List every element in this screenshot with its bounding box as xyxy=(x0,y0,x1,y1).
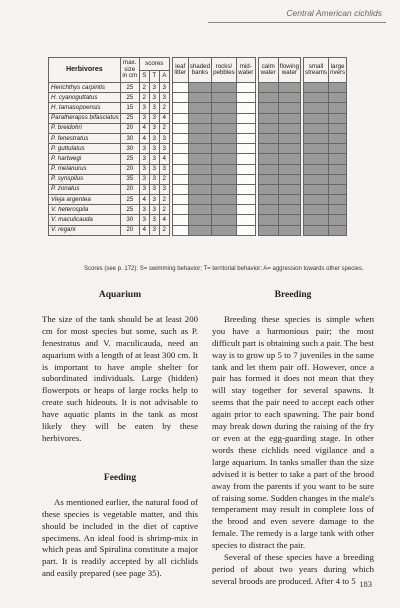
habitat-large-rivers xyxy=(329,225,347,235)
score-t: 3 xyxy=(149,215,159,225)
left-column xyxy=(42,290,198,580)
habitat-shaded-banks xyxy=(188,184,211,194)
habitat-shaded-banks xyxy=(188,144,211,154)
habitat-small-streams xyxy=(304,195,329,205)
habitat-small-streams xyxy=(304,205,329,215)
species-name: P. hartwegi xyxy=(49,154,121,164)
habitat-leaf-litter xyxy=(172,174,188,184)
habitat-mid-water xyxy=(236,195,255,205)
habitat-rocks-pebbles xyxy=(212,164,237,174)
score-a: 2 xyxy=(159,205,169,215)
habitat-rocks-pebbles xyxy=(212,113,237,123)
table-row xyxy=(49,103,347,113)
species-name: P. breidohri xyxy=(49,123,121,133)
habitat-large-rivers xyxy=(329,83,347,93)
habitat-rocks-pebbles xyxy=(212,103,237,113)
habitat-rocks-pebbles xyxy=(212,123,237,133)
habitat-rocks-pebbles xyxy=(212,195,237,205)
max-size: 20 xyxy=(120,164,139,174)
habitat-large-rivers xyxy=(329,174,347,184)
habitat-mid-water xyxy=(236,83,255,93)
max-size: 35 xyxy=(120,174,139,184)
habitat-small-streams xyxy=(304,123,329,133)
habitat-small-streams xyxy=(304,154,329,164)
score-a: 3 xyxy=(159,164,169,174)
habitat-mid-water xyxy=(236,215,255,225)
habitat-flowing-water xyxy=(278,225,300,235)
habitat-mid-water xyxy=(236,184,255,194)
score-s: 4 xyxy=(139,195,149,205)
habitat-leaf-litter xyxy=(172,164,188,174)
score-s: 4 xyxy=(139,225,149,235)
score-t: 3 xyxy=(149,123,159,133)
habitat-small-streams xyxy=(304,174,329,184)
habitat-flowing-water xyxy=(278,123,300,133)
score-t: 3 xyxy=(149,83,159,93)
habitat-calm-water xyxy=(258,195,278,205)
habitat-mid-water xyxy=(236,103,255,113)
right-column xyxy=(212,290,374,588)
habitat-calm-water xyxy=(258,144,278,154)
habitat-small-streams xyxy=(304,133,329,143)
table-row xyxy=(49,184,347,194)
max-size: 20 xyxy=(120,225,139,235)
habitat-large-rivers xyxy=(329,215,347,225)
table-row xyxy=(49,154,347,164)
score-a: 3 xyxy=(159,144,169,154)
score-a: 2 xyxy=(159,225,169,235)
species-name: Vieja argentea xyxy=(49,195,121,205)
score-t: 3 xyxy=(149,103,159,113)
score-s: 3 xyxy=(139,113,149,123)
score-t: 3 xyxy=(149,174,159,184)
habitat-large-rivers xyxy=(329,113,347,123)
table-row xyxy=(49,113,347,123)
habitat-leaf-litter xyxy=(172,205,188,215)
habitat-leaf-litter xyxy=(172,123,188,133)
habitat-large-rivers xyxy=(329,184,347,194)
score-a: 3 xyxy=(159,93,169,103)
breeding-paragraph-2: Several of these species have a breeding period of about two years during which several broods are produced. After 4 to 5 xyxy=(212,552,374,586)
score-s: 3 xyxy=(139,205,149,215)
species-name: V. maculicauda xyxy=(49,215,121,225)
species-name: V. regani xyxy=(49,225,121,235)
habitat-leaf-litter xyxy=(172,133,188,143)
score-a: 2 xyxy=(159,195,169,205)
habitat-shaded-banks xyxy=(188,215,211,225)
habitat-rocks-pebbles xyxy=(212,83,237,93)
score-s: 4 xyxy=(139,133,149,143)
habitat-calm-water xyxy=(258,113,278,123)
habitat-calm-water xyxy=(258,83,278,93)
habitat-calm-water xyxy=(258,123,278,133)
score-a: 3 xyxy=(159,184,169,194)
habitat-leaf-litter xyxy=(172,195,188,205)
habitat-shaded-banks xyxy=(188,225,211,235)
table-row xyxy=(49,93,347,103)
habitat-large-rivers xyxy=(329,195,347,205)
col-header-large-rivers: large rivers xyxy=(329,58,347,83)
habitat-leaf-litter xyxy=(172,215,188,225)
habitat-flowing-water xyxy=(278,205,300,215)
col-header-small-streams: small streams xyxy=(304,58,329,83)
running-head: Central American cichlids xyxy=(286,8,382,18)
habitat-mid-water xyxy=(236,113,255,123)
page-number: 183 xyxy=(359,579,372,589)
habitat-shaded-banks xyxy=(188,195,211,205)
col-header-rocks-pebbles: rocks/ pebbles xyxy=(212,58,237,83)
habitat-flowing-water xyxy=(278,215,300,225)
score-t: 3 xyxy=(149,133,159,143)
breeding-heading: Breeding xyxy=(274,290,312,300)
habitat-calm-water xyxy=(258,174,278,184)
score-t: 3 xyxy=(149,195,159,205)
habitat-rocks-pebbles xyxy=(212,133,237,143)
score-s: 3 xyxy=(139,154,149,164)
habitat-leaf-litter xyxy=(172,184,188,194)
habitat-leaf-litter xyxy=(172,113,188,123)
habitat-rocks-pebbles xyxy=(212,144,237,154)
max-size: 25 xyxy=(120,154,139,164)
col-header-s: S xyxy=(139,70,149,83)
habitat-large-rivers xyxy=(329,205,347,215)
max-size: 25 xyxy=(120,195,139,205)
habitat-small-streams xyxy=(304,164,329,174)
table-row xyxy=(49,174,347,184)
habitat-leaf-litter xyxy=(172,225,188,235)
habitat-flowing-water xyxy=(278,154,300,164)
habitat-mid-water xyxy=(236,144,255,154)
score-a: 4 xyxy=(159,154,169,164)
score-t: 3 xyxy=(149,144,159,154)
max-size: 30 xyxy=(120,144,139,154)
habitat-large-rivers xyxy=(329,93,347,103)
habitat-small-streams xyxy=(304,184,329,194)
habitat-leaf-litter xyxy=(172,103,188,113)
habitat-mid-water xyxy=(236,133,255,143)
table-row xyxy=(49,123,347,133)
habitat-rocks-pebbles xyxy=(212,205,237,215)
table-row xyxy=(49,133,347,143)
habitat-rocks-pebbles xyxy=(212,154,237,164)
score-s: 3 xyxy=(139,184,149,194)
habitat-shaded-banks xyxy=(188,83,211,93)
habitat-calm-water xyxy=(258,215,278,225)
score-a: 4 xyxy=(159,215,169,225)
habitat-flowing-water xyxy=(278,195,300,205)
habitat-leaf-litter xyxy=(172,154,188,164)
habitat-shaded-banks xyxy=(188,103,211,113)
scores-note: Scores (see p. 172): S= swimming behavior; T= territorial behavior; A= aggression towards other species. xyxy=(84,266,364,272)
habitat-shaded-banks xyxy=(188,174,211,184)
habitat-mid-water xyxy=(236,154,255,164)
habitat-small-streams xyxy=(304,83,329,93)
habitat-large-rivers xyxy=(329,144,347,154)
habitat-shaded-banks xyxy=(188,123,211,133)
score-t: 3 xyxy=(149,205,159,215)
habitat-rocks-pebbles xyxy=(212,225,237,235)
herbivores-table-body xyxy=(49,83,347,236)
max-size: 25 xyxy=(120,205,139,215)
habitat-flowing-water xyxy=(278,93,300,103)
habitat-small-streams xyxy=(304,103,329,113)
score-s: 3 xyxy=(139,174,149,184)
score-s: 2 xyxy=(139,93,149,103)
habitat-mid-water xyxy=(236,123,255,133)
habitat-shaded-banks xyxy=(188,93,211,103)
feeding-paragraph: As mentioned earlier, the natural food of these species is vegetable matter, and this should be included in the diet of captive specimens. An ideal food is shrimp-mix in which peas and Spirulina constitute a major part. It is readily accepted by all cichlids and easily prepared (see page 35). xyxy=(42,496,198,579)
score-s: 3 xyxy=(139,164,149,174)
habitat-shaded-banks xyxy=(188,205,211,215)
max-size: 20 xyxy=(120,184,139,194)
table-row xyxy=(49,144,347,154)
score-t: 3 xyxy=(149,184,159,194)
habitat-mid-water xyxy=(236,205,255,215)
col-header-mid-water: mid-water xyxy=(236,58,255,83)
habitat-rocks-pebbles xyxy=(212,184,237,194)
col-header-t: T xyxy=(149,70,159,83)
max-size: 20 xyxy=(120,123,139,133)
habitat-small-streams xyxy=(304,215,329,225)
score-a: 3 xyxy=(159,133,169,143)
max-size: 25 xyxy=(120,93,139,103)
species-name: Herichthys carpintis xyxy=(49,83,121,93)
species-name: P. synspilus xyxy=(49,174,121,184)
species-name: V. heterospila xyxy=(49,205,121,215)
col-header-leaf-litter: leaf litter xyxy=(172,58,188,83)
species-name: H. tamasopoensis xyxy=(49,103,121,113)
breeding-paragraph-1: Breeding these species is simple when you have a harmonious pair; the most difficult part is obtaining such a pair. The best way is to grow up 5 to 7 juveniles in the same tank and let them pair off. However, once a pair has formed it does not mean that they will stay together for several spawns. It seems that the pair need to accept each other again prior to each spawning. The pair bond may break down during the raising of the fry or even at the egg-guarding stage. In other words these cichlids need vigilance and a large aquarium. In tanks smaller than the size advised it is better to take a part of the brood away from the parents if you want to be sure of raising some. Sudden changes in the male's temperament may result in complete loss of the brood and even severe damage to the female. The remedy is a large tank with other species to distract the pair. xyxy=(212,313,374,551)
score-a: 3 xyxy=(159,83,169,93)
habitat-calm-water xyxy=(258,205,278,215)
max-size: 15 xyxy=(120,103,139,113)
species-name: Paratherapss bifasciatus xyxy=(49,113,121,123)
col-header-flowing-water: flowing water xyxy=(278,58,300,83)
habitat-flowing-water xyxy=(278,103,300,113)
max-size: 30 xyxy=(120,215,139,225)
habitat-flowing-water xyxy=(278,184,300,194)
aquarium-paragraph: The size of the tank should be at least 200 cm for most species but some, such as P. fenestratus and V. maculicauda, need an aquarium with a length of at least 300 cm. It is important to have ample shelter for subordinated individuals. Large (hidden) flowerpots or heaps of large rocks help to create such hideouts. It is not advisable to have aquatic plants in the tank as most likely they will be eaten by these herbivores. xyxy=(42,313,198,443)
table-row xyxy=(49,205,347,215)
habitat-leaf-litter xyxy=(172,144,188,154)
score-t: 3 xyxy=(149,93,159,103)
score-s: 3 xyxy=(139,103,149,113)
herbivores-table xyxy=(48,57,347,236)
habitat-flowing-water xyxy=(278,174,300,184)
habitat-calm-water xyxy=(258,184,278,194)
max-size: 30 xyxy=(120,133,139,143)
score-a: 4 xyxy=(159,113,169,123)
habitat-shaded-banks xyxy=(188,133,211,143)
score-t: 3 xyxy=(149,164,159,174)
score-t: 3 xyxy=(149,154,159,164)
col-header-calm-water: calm water xyxy=(258,58,278,83)
habitat-large-rivers xyxy=(329,103,347,113)
max-size: 25 xyxy=(120,83,139,93)
table-row xyxy=(49,83,347,93)
habitat-rocks-pebbles xyxy=(212,93,237,103)
score-a: 2 xyxy=(159,123,169,133)
habitat-large-rivers xyxy=(329,133,347,143)
habitat-flowing-water xyxy=(278,113,300,123)
score-s: 2 xyxy=(139,83,149,93)
habitat-shaded-banks xyxy=(188,164,211,174)
score-t: 3 xyxy=(149,225,159,235)
habitat-calm-water xyxy=(258,225,278,235)
habitat-calm-water xyxy=(258,93,278,103)
habitat-flowing-water xyxy=(278,164,300,174)
table-row xyxy=(49,215,347,225)
habitat-flowing-water xyxy=(278,144,300,154)
habitat-calm-water xyxy=(258,154,278,164)
habitat-leaf-litter xyxy=(172,93,188,103)
habitat-small-streams xyxy=(304,144,329,154)
col-header-max-size: max. size in cm xyxy=(120,58,139,83)
col-header-shaded-banks: shaded banks xyxy=(188,58,211,83)
habitat-flowing-water xyxy=(278,133,300,143)
habitat-leaf-litter xyxy=(172,83,188,93)
habitat-calm-water xyxy=(258,103,278,113)
col-header-herbivores: Herbivores xyxy=(49,58,121,83)
habitat-mid-water xyxy=(236,164,255,174)
habitat-shaded-banks xyxy=(188,113,211,123)
species-name: P. zonatus xyxy=(49,184,121,194)
habitat-rocks-pebbles xyxy=(212,215,237,225)
score-t: 3 xyxy=(149,113,159,123)
table-row xyxy=(49,195,347,205)
habitat-large-rivers xyxy=(329,164,347,174)
habitat-shaded-banks xyxy=(188,154,211,164)
score-s: 4 xyxy=(139,123,149,133)
habitat-large-rivers xyxy=(329,123,347,133)
col-header-scores: scores xyxy=(139,58,169,71)
habitat-small-streams xyxy=(304,93,329,103)
habitat-calm-water xyxy=(258,133,278,143)
habitat-large-rivers xyxy=(329,154,347,164)
habitat-rocks-pebbles xyxy=(212,174,237,184)
top-rule xyxy=(208,22,386,23)
habitat-flowing-water xyxy=(278,83,300,93)
habitat-small-streams xyxy=(304,225,329,235)
species-name: P. fenestratus xyxy=(49,133,121,143)
aquarium-heading: Aquarium xyxy=(98,290,142,300)
score-a: 2 xyxy=(159,174,169,184)
species-name: P. melanurus xyxy=(49,164,121,174)
species-name: H. cyanoguttatus xyxy=(49,93,121,103)
habitat-mid-water xyxy=(236,174,255,184)
max-size: 25 xyxy=(120,113,139,123)
score-s: 3 xyxy=(139,215,149,225)
table-row xyxy=(49,164,347,174)
habitat-small-streams xyxy=(304,113,329,123)
table-row xyxy=(49,225,347,235)
score-s: 3 xyxy=(139,144,149,154)
feeding-heading: Feeding xyxy=(103,472,137,483)
col-header-a: A xyxy=(159,70,169,83)
score-a: 2 xyxy=(159,103,169,113)
habitat-calm-water xyxy=(258,164,278,174)
habitat-mid-water xyxy=(236,93,255,103)
species-name: P. guttulatus xyxy=(49,144,121,154)
habitat-mid-water xyxy=(236,225,255,235)
